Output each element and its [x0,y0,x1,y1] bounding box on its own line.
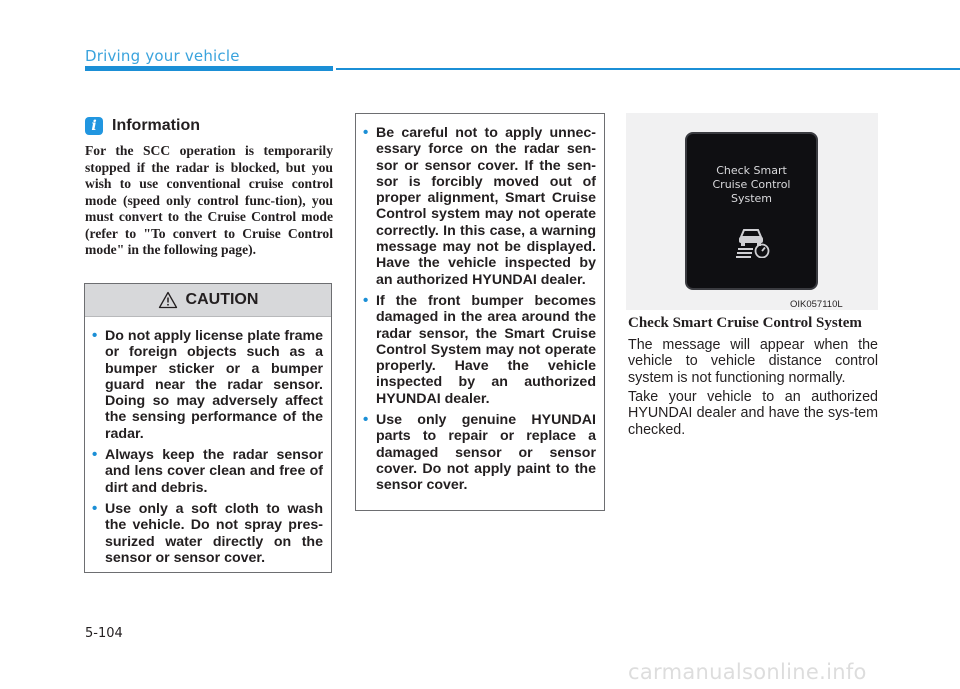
caution-continued-box [355,113,605,511]
cluster-message [687,164,816,206]
subheading: Check Smart Cruise Control System [628,315,862,331]
caution-continued-list [356,114,604,494]
list-item [85,447,323,496]
watermark: carmanualsonline.info [628,660,867,684]
caution-item-text: Do not apply license plate frame or foreign objects such as a bumper sticker or a bumper guard near the radar sensor. Doing so may adversely affect the sensing performance of the radar. [105,328,323,442]
bullet-icon: • [363,291,369,309]
caution-item-text: Always keep the radar sensor and lens cover clean and free of dirt and debris. [105,447,323,496]
warning-triangle-icon [158,291,178,309]
list-item [356,125,596,288]
paragraph: Take your vehicle to an authorized HYUNDAI dealer and have the sys-tem checked. [628,389,878,438]
information-heading [85,116,200,136]
information-title: Information [112,117,200,134]
section-title: Driving your vehicle [85,47,240,65]
list-item [85,501,323,566]
information-text: For the SCC operation is temporarily stopped if the radar is blocked, but you wish to use conventional cruise control mode (speed only control func-tion), you must convert to the Cruise Control mode (refer to "To convert to Cruise Control mode" in the following page). [85,143,333,257]
cluster-message-line: System [730,192,773,205]
cluster-message-line: Check Smart [716,164,787,177]
bullet-icon: • [92,446,98,464]
caution-item-text: If the front bumper becomes damaged in the area around the radar sensor, the Smart Cruise Control System may not operate properly. Have the vehicle inspected by an authorized HYUNDAI dealer. [376,292,596,407]
cluster-message-line: Cruise Control [712,178,791,191]
bullet-icon: • [92,327,98,344]
header-rule-thin [336,68,960,70]
caution-header [85,284,331,317]
caution-box [84,283,332,573]
info-icon: i [85,117,103,135]
list-item [356,293,596,407]
cluster-display [685,132,818,290]
image-code: OIK057110L [790,299,843,310]
paragraph: The message will appear when the vehicle to vehicle distance control system is not functioning normally. [628,337,878,386]
bullet-icon: • [363,411,369,429]
smart-cruise-control-icon [735,226,771,263]
caution-item-text: Use only a soft cloth to wash the vehicle. Do not spray pres-surized water directly on the sensor or sensor cover. [105,500,323,566]
bullet-icon: • [363,124,369,141]
caution-list [85,317,331,566]
bullet-icon: • [92,499,98,517]
caution-item-text: Be careful not to apply unnec-essary force on the radar sen-sor or sensor cover. If the sen-sor is forcibly moved out of proper alignment, Smart Cruise Control system may not operate correctly. In this case, a warning message may not be displayed. Have the vehicle inspected by an authorized HYUNDAI dealer. [376,125,596,288]
list-item [85,328,323,442]
caution-title: CAUTION [185,291,259,308]
list-item [356,412,596,493]
page-number: 5-104 [85,626,123,641]
header-rule-thick [85,66,333,71]
caution-item-text: Use only genuine HYUNDAI parts to repair or replace a damaged sensor or sensor cover. Do not apply paint to the sensor cover. [376,412,596,494]
